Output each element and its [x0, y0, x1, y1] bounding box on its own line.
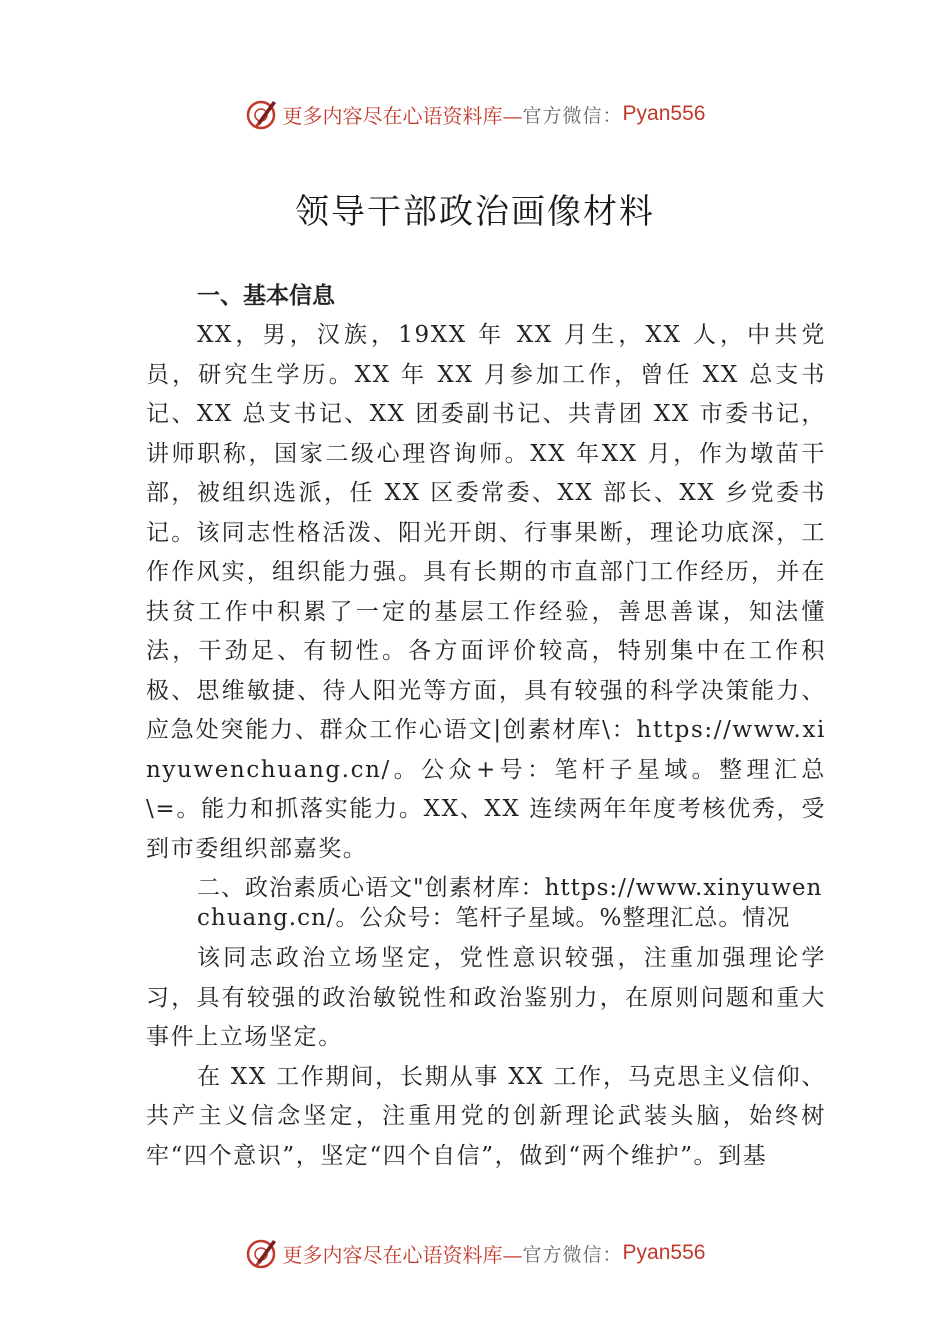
brush-logo-icon	[245, 97, 279, 131]
section1-paragraph: XX，男，汉族，19XX 年 XX 月生，XX 人，中共党员，研究生学历。XX 年 XX 月参加工作，曾任 XX 总支书记、XX 总支书记、XX 团委副书记、共青团 XX 市委书记，讲师职称，国家二级心理咨询师。XX 年XX 月，作为墩苗干部，被组织选派，任 XX 区委常委、XX 部长、XX 乡党委书记。该同志性格活泼、阳光开朗、行事果断，理论功底深，工作作风实，组织能力强。具有长期的市直部门工作经历，并在扶贫工作中积累了一定的基层工作经验，善思善谋，知法懂法，干劲足、有韧性。各方面评价较高，特别集中在工作积极、思维敏捷、待人阳光等方面，具有较强的科学决策能力、应急处突能力、群众工作心语文|创素材库\：https://www.xinyuwenchuang.cn/。公众+号：笔杆子星域。整理汇总\=。能力和抓落实能力。XX、XX 连续两年年度考核优秀，受到市委组织部嘉奖。	[146, 322, 826, 862]
banner-label: 官方微信：	[522, 104, 623, 127]
section2-heading: 二、政治素质心语文"创素材库：https://www.xinyuwenchuang.cn/。公众号：笔杆子星域。%整理汇总。情况	[197, 875, 823, 931]
section2-paragraph-1: 该同志政治立场坚定，党性意识较强，注重加强理论学习，具有较强的政治敏锐性和政治鉴别力，在原则问题和重大事件上立场坚定。	[146, 945, 826, 1050]
banner-wechat-id: Pyan556	[622, 1241, 706, 1264]
section1-heading: 一、基本信息	[197, 283, 335, 309]
header-banner	[0, 92, 950, 136]
banner-label: 官方微信：	[522, 1243, 623, 1266]
document-body	[146, 276, 826, 1176]
section2-paragraph-2: 在 XX 工作期间，长期从事 XX 工作，马克思主义信仰、共产主义信念坚定，注重用党的创新理论武装头脑，始终树牢“四个意识”，坚定“四个自信”，做到“两个维护”。到基	[146, 1063, 826, 1169]
banner-main-text: 更多内容尽在心语资料库—	[282, 1242, 523, 1267]
footer-banner	[0, 1231, 950, 1275]
document-title: 领导干部政治画像材料	[295, 192, 655, 232]
brush-logo-icon	[245, 1236, 279, 1270]
banner-wechat-id: Pyan556	[622, 102, 706, 125]
banner-main-text: 更多内容尽在心语资料库—	[282, 103, 523, 128]
